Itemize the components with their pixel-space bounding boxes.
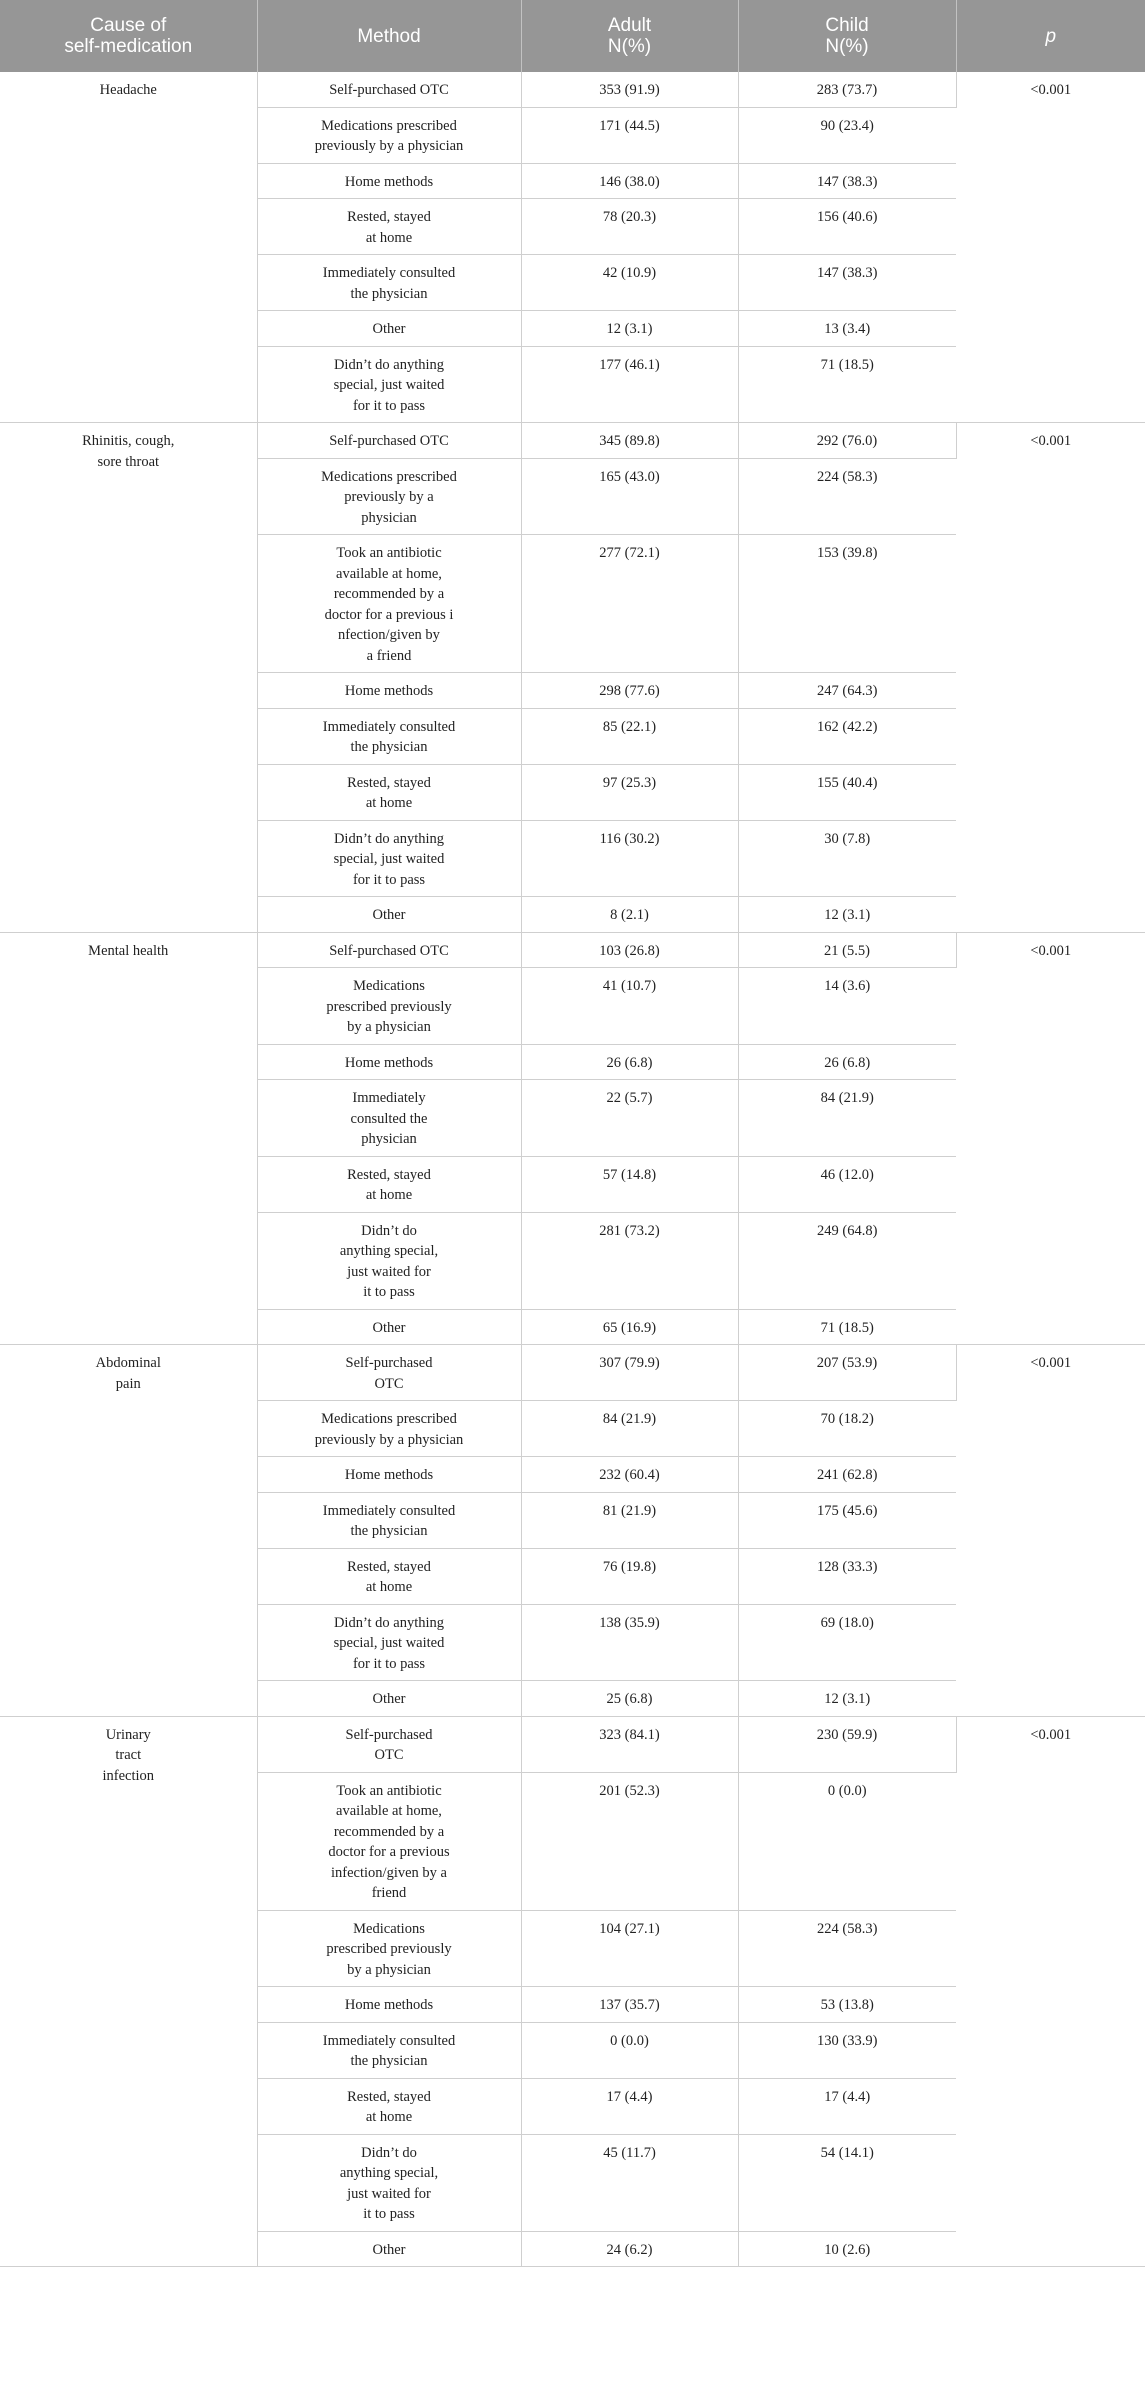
method-label: Immediately consulted	[322, 2032, 456, 2049]
adult-value: 104 (27.1)	[521, 1910, 738, 1987]
cause-cell	[0, 1716, 257, 2267]
adult-value: 345 (89.8)	[521, 423, 738, 459]
table-row	[0, 423, 1145, 459]
method-label: Medications prescribed	[321, 117, 457, 134]
method-cell	[257, 2231, 521, 2267]
method-label: Medications prescribed	[321, 468, 457, 485]
method-label: Other	[372, 1319, 406, 1336]
method-label: by a physician	[347, 1019, 431, 1035]
method-label: Immediately consulted	[322, 1502, 456, 1519]
cause-cell	[0, 72, 257, 423]
cause-label: tract	[115, 1747, 142, 1763]
method-cell	[257, 1156, 521, 1212]
method-cell	[257, 1548, 521, 1604]
method-cell	[257, 199, 521, 255]
method-cell	[257, 1987, 521, 2023]
adult-value: 76 (19.8)	[521, 1548, 738, 1604]
adult-value: 146 (38.0)	[521, 163, 738, 199]
method-label: just waited for	[347, 1263, 431, 1280]
method-label: at home	[365, 229, 413, 246]
adult-value: 353 (91.9)	[521, 72, 738, 107]
method-label: Didn’t do	[361, 2144, 417, 2161]
adult-value: 137 (35.7)	[521, 1987, 738, 2023]
cause-label: sore throat	[97, 453, 160, 470]
cause-label: Abdominal	[95, 1355, 161, 1371]
p-value-cell: <0.001	[956, 72, 1145, 423]
method-cell	[257, 1492, 521, 1548]
method-label: OTC	[374, 1375, 404, 1392]
method-label: Self-purchased OTC	[329, 82, 449, 98]
method-cell	[257, 708, 521, 764]
method-label: Home methods	[344, 683, 434, 699]
method-label: Other	[372, 907, 406, 923]
method-cell	[257, 1910, 521, 1987]
method-label: Immediately	[352, 1090, 426, 1106]
table-row	[0, 72, 1145, 107]
method-cell	[257, 1212, 521, 1309]
cause-label: Rhinitis, cough,	[82, 433, 175, 449]
method-label: Rested, stayed	[347, 1558, 431, 1575]
child-value: 84 (21.9)	[738, 1080, 956, 1157]
method-cell	[257, 1716, 521, 1772]
method-label: Took an antibiotic	[336, 1782, 442, 1799]
table-row	[0, 932, 1145, 968]
method-label: prescribed previously	[326, 1941, 452, 1957]
method-label: Self-purchased	[345, 1355, 433, 1371]
method-label: physician	[361, 509, 417, 526]
child-value: 292 (76.0)	[738, 423, 956, 459]
child-value: 69 (18.0)	[738, 1604, 956, 1681]
child-value: 175 (45.6)	[738, 1492, 956, 1548]
method-label: Immediately consulted	[322, 265, 456, 281]
adult-value: 22 (5.7)	[521, 1080, 738, 1157]
child-value: 249 (64.8)	[738, 1212, 956, 1309]
child-value: 70 (18.2)	[738, 1401, 956, 1457]
method-label: previously by a	[344, 489, 434, 505]
method-label: by a physician	[347, 1961, 431, 1978]
method-cell	[257, 1604, 521, 1681]
method-label: recommended by a	[333, 1823, 445, 1840]
child-value: 207 (53.9)	[738, 1345, 956, 1401]
method-cell	[257, 423, 521, 459]
method-label: at home	[365, 1187, 413, 1203]
adult-value: 177 (46.1)	[521, 346, 738, 423]
method-label: Rested, stayed	[347, 774, 431, 791]
method-label: special, just waited	[333, 377, 445, 393]
method-cell	[257, 764, 521, 820]
adult-value: 25 (6.8)	[521, 1681, 738, 1717]
method-cell	[257, 107, 521, 163]
method-cell	[257, 673, 521, 709]
adult-value: 78 (20.3)	[521, 199, 738, 255]
adult-value: 42 (10.9)	[521, 255, 738, 311]
method-cell	[257, 458, 521, 535]
adult-value: 138 (35.9)	[521, 1604, 738, 1681]
cause-label: Mental health	[88, 942, 169, 959]
child-value: 54 (14.1)	[738, 2134, 956, 2231]
method-label: Rested, stayed	[347, 2088, 431, 2105]
method-label: Self-purchased OTC	[329, 942, 449, 959]
method-label: it to pass	[363, 1284, 415, 1300]
adult-value: 81 (21.9)	[521, 1492, 738, 1548]
adult-value: 165 (43.0)	[521, 458, 738, 535]
adult-value: 8 (2.1)	[521, 897, 738, 933]
method-label: infection/given by a	[331, 1864, 447, 1881]
adult-value: 12 (3.1)	[521, 311, 738, 347]
adult-value: 281 (73.2)	[521, 1212, 738, 1309]
header-child: Child N(%)	[738, 0, 956, 72]
method-label: for it to pass	[352, 871, 426, 888]
method-cell	[257, 1681, 521, 1717]
table-row	[0, 1716, 1145, 1772]
method-label: Medications	[353, 978, 425, 994]
header-adult: Adult N(%)	[521, 0, 738, 72]
method-label: Other	[372, 321, 406, 337]
method-label: doctor for a previous i	[324, 606, 454, 623]
method-label: at home	[365, 2109, 413, 2125]
method-label: Home methods	[344, 1054, 434, 1071]
child-value: 17 (4.4)	[738, 2078, 956, 2134]
method-label: a friend	[366, 647, 412, 664]
method-label: OTC	[374, 1747, 404, 1763]
child-value: 26 (6.8)	[738, 1044, 956, 1080]
method-label: at home	[365, 795, 413, 811]
cause-label: Headache	[99, 82, 157, 98]
method-cell	[257, 1772, 521, 1910]
method-label: special, just waited	[333, 1635, 445, 1651]
adult-value: 103 (26.8)	[521, 932, 738, 968]
child-value: 21 (5.5)	[738, 932, 956, 968]
method-label: the physician	[350, 2053, 428, 2069]
child-value: 90 (23.4)	[738, 107, 956, 163]
child-value: 13 (3.4)	[738, 311, 956, 347]
child-value: 241 (62.8)	[738, 1457, 956, 1493]
method-label: nfection/given by	[338, 627, 440, 643]
adult-value: 171 (44.5)	[521, 107, 738, 163]
adult-value: 307 (79.9)	[521, 1345, 738, 1401]
method-cell	[257, 2134, 521, 2231]
method-label: previously by a physician	[314, 1431, 464, 1448]
child-value: 224 (58.3)	[738, 1910, 956, 1987]
method-cell	[257, 2078, 521, 2134]
method-label: Self-purchased OTC	[329, 433, 449, 449]
cause-label: infection	[102, 1767, 155, 1784]
method-label: Other	[372, 1691, 406, 1707]
method-cell	[257, 163, 521, 199]
p-value-cell: <0.001	[956, 1345, 1145, 1717]
adult-value: 97 (25.3)	[521, 764, 738, 820]
child-value: 155 (40.4)	[738, 764, 956, 820]
table-body	[0, 72, 1145, 2267]
method-label: Didn’t do	[361, 1222, 417, 1239]
method-cell	[257, 255, 521, 311]
method-label: Home methods	[344, 173, 434, 190]
method-label: Self-purchased	[345, 1726, 433, 1743]
method-cell	[257, 1401, 521, 1457]
adult-value: 85 (22.1)	[521, 708, 738, 764]
method-label: the physician	[350, 1523, 428, 1539]
method-cell	[257, 968, 521, 1045]
adult-value: 116 (30.2)	[521, 820, 738, 897]
method-cell	[257, 72, 521, 107]
method-label: Medications	[353, 1920, 425, 1937]
method-label: available at home,	[336, 1803, 442, 1819]
method-label: previously by a physician	[314, 138, 464, 154]
method-label: the physician	[350, 285, 428, 302]
child-value: 71 (18.5)	[738, 346, 956, 423]
method-cell	[257, 932, 521, 968]
method-cell	[257, 1457, 521, 1493]
adult-value: 57 (14.8)	[521, 1156, 738, 1212]
method-cell	[257, 2022, 521, 2078]
method-label: available at home,	[336, 565, 442, 582]
method-label: doctor for a previous	[328, 1844, 450, 1860]
method-cell	[257, 1309, 521, 1345]
child-value: 71 (18.5)	[738, 1309, 956, 1345]
method-label: prescribed previously	[326, 998, 452, 1015]
method-label: it to pass	[363, 2206, 415, 2222]
method-label: anything special,	[339, 2165, 439, 2181]
child-value: 46 (12.0)	[738, 1156, 956, 1212]
header-method: Method	[257, 0, 521, 72]
cause-label: pain	[115, 1375, 141, 1392]
method-label: Immediately consulted	[322, 718, 456, 735]
child-value: 0 (0.0)	[738, 1772, 956, 1910]
method-cell	[257, 897, 521, 933]
child-value: 14 (3.6)	[738, 968, 956, 1045]
method-label: for it to pass	[352, 1655, 426, 1672]
method-label: Home methods	[344, 1467, 434, 1483]
child-value: 224 (58.3)	[738, 458, 956, 535]
method-label: the physician	[350, 739, 428, 755]
adult-value: 84 (21.9)	[521, 1401, 738, 1457]
method-label: physician	[361, 1131, 417, 1147]
child-value: 128 (33.3)	[738, 1548, 956, 1604]
method-label: Didn’t do anything	[333, 1614, 445, 1631]
method-cell	[257, 535, 521, 673]
child-value: 12 (3.1)	[738, 897, 956, 933]
child-value: 12 (3.1)	[738, 1681, 956, 1717]
adult-value: 41 (10.7)	[521, 968, 738, 1045]
cause-label: Urinary	[105, 1726, 151, 1743]
method-cell	[257, 1345, 521, 1401]
table-row	[0, 1345, 1145, 1401]
child-value: 130 (33.9)	[738, 2022, 956, 2078]
method-label: consulted the	[350, 1110, 428, 1127]
method-label: Home methods	[344, 1997, 434, 2013]
method-label: Rested, stayed	[347, 209, 431, 225]
child-value: 147 (38.3)	[738, 255, 956, 311]
adult-value: 298 (77.6)	[521, 673, 738, 709]
method-cell	[257, 311, 521, 347]
adult-value: 24 (6.2)	[521, 2231, 738, 2267]
child-value: 230 (59.9)	[738, 1716, 956, 1772]
adult-value: 323 (84.1)	[521, 1716, 738, 1772]
method-label: Didn’t do anything	[333, 356, 445, 373]
adult-value: 65 (16.9)	[521, 1309, 738, 1345]
method-label: at home	[365, 1579, 413, 1595]
adult-value: 0 (0.0)	[521, 2022, 738, 2078]
method-label: just waited for	[347, 2185, 431, 2202]
header-p-value: p	[956, 0, 1145, 72]
method-label: special, just waited	[333, 851, 445, 867]
adult-value: 232 (60.4)	[521, 1457, 738, 1493]
header-cause: Cause of self-medication	[0, 0, 257, 72]
method-cell	[257, 1080, 521, 1157]
method-label: Took an antibiotic	[336, 545, 442, 561]
adult-value: 26 (6.8)	[521, 1044, 738, 1080]
method-label: Medications prescribed	[321, 1411, 457, 1427]
child-value: 10 (2.6)	[738, 2231, 956, 2267]
p-value-cell: <0.001	[956, 423, 1145, 933]
header-row	[0, 0, 1145, 72]
method-label: recommended by a	[333, 586, 445, 602]
child-value: 153 (39.8)	[738, 535, 956, 673]
method-label: for it to pass	[352, 397, 426, 414]
child-value: 53 (13.8)	[738, 1987, 956, 2023]
child-value: 147 (38.3)	[738, 163, 956, 199]
cause-cell	[0, 932, 257, 1345]
method-label: Rested, stayed	[347, 1166, 431, 1183]
child-value: 283 (73.7)	[738, 72, 956, 107]
child-value: 30 (7.8)	[738, 820, 956, 897]
cause-cell	[0, 423, 257, 933]
method-label: Didn’t do anything	[333, 830, 445, 847]
p-value-cell: <0.001	[956, 1716, 1145, 2267]
method-cell	[257, 346, 521, 423]
cause-cell	[0, 1345, 257, 1717]
child-value: 162 (42.2)	[738, 708, 956, 764]
child-value: 247 (64.3)	[738, 673, 956, 709]
adult-value: 45 (11.7)	[521, 2134, 738, 2231]
method-cell	[257, 1044, 521, 1080]
adult-value: 17 (4.4)	[521, 2078, 738, 2134]
child-value: 156 (40.6)	[738, 199, 956, 255]
method-label: friend	[371, 1885, 407, 1901]
method-label: Other	[372, 2241, 406, 2258]
adult-value: 201 (52.3)	[521, 1772, 738, 1910]
method-cell	[257, 820, 521, 897]
method-label: anything special,	[339, 1243, 439, 1259]
adult-value: 277 (72.1)	[521, 535, 738, 673]
p-value-cell: <0.001	[956, 932, 1145, 1345]
